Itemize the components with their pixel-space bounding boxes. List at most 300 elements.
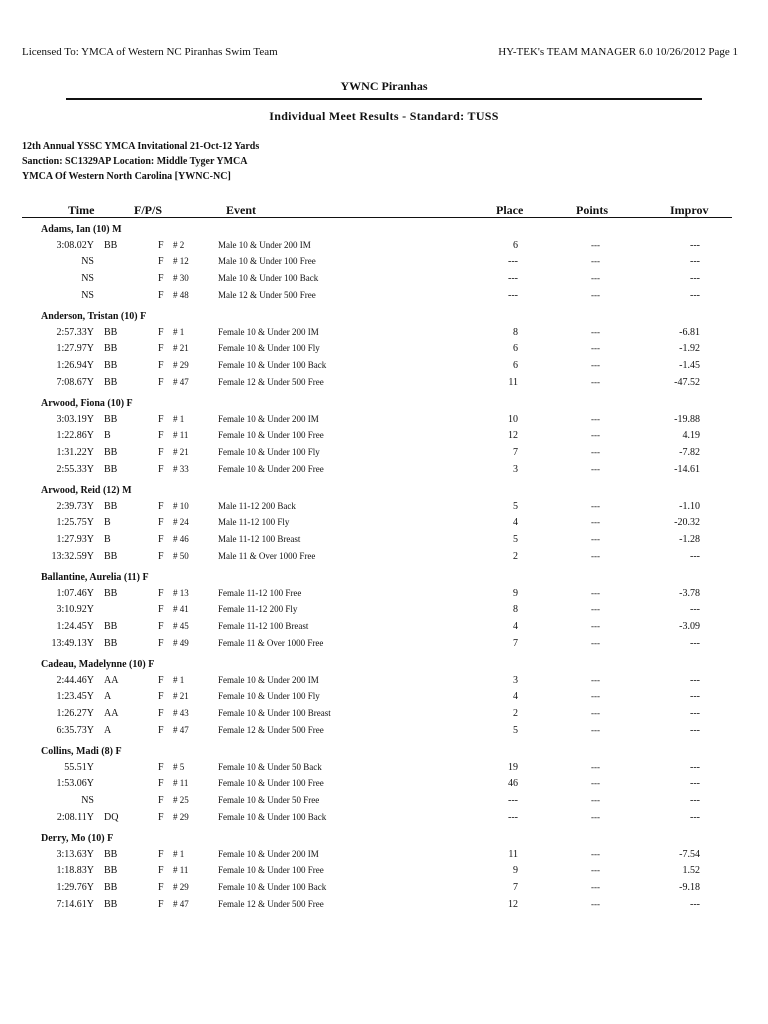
result-improv: -1.10 <box>679 501 700 512</box>
result-event-number: # 41 <box>173 604 189 614</box>
result-fps: F <box>158 675 164 686</box>
result-time: 1:07.46Y <box>56 588 94 599</box>
result-time: 3:03.19Y <box>56 414 94 425</box>
result-row <box>0 675 768 691</box>
result-place: 46 <box>508 778 518 789</box>
result-fps: F <box>158 343 164 354</box>
result-points: --- <box>591 290 600 300</box>
result-improv: -7.54 <box>679 849 700 860</box>
result-row <box>0 849 768 865</box>
result-time: 2:08.11Y <box>56 812 94 823</box>
col-header-time: Time <box>68 203 95 217</box>
result-fps: F <box>158 517 164 528</box>
result-time: 1:31.22Y <box>56 447 94 458</box>
result-event: Female 10 & Under 50 Free <box>218 795 320 805</box>
result-points: --- <box>591 414 600 424</box>
result-points: --- <box>591 273 600 283</box>
result-time: 1:26.94Y <box>56 360 94 371</box>
result-time: 55.51Y <box>64 762 94 773</box>
result-standard: BB <box>104 360 118 371</box>
result-event: Female 12 & Under 500 Free <box>218 377 324 387</box>
result-time: 3:08.02Y <box>56 240 94 251</box>
result-standard: BB <box>104 899 118 910</box>
result-time: 1:18.83Y <box>56 865 94 876</box>
result-event-number: # 30 <box>173 273 189 283</box>
result-row <box>0 762 768 778</box>
result-row <box>0 343 768 359</box>
result-time: 1:27.93Y <box>56 534 94 545</box>
result-event-number: # 13 <box>173 588 189 598</box>
result-event: Male 11-12 200 Back <box>218 501 296 511</box>
result-time: 2:39.73Y <box>56 501 94 512</box>
result-event-number: # 33 <box>173 464 189 474</box>
result-row <box>0 290 768 306</box>
result-improv: --- <box>690 604 700 615</box>
result-place: 5 <box>513 534 518 545</box>
result-standard: BB <box>104 849 118 860</box>
result-time: 1:29.76Y <box>56 882 94 893</box>
result-place: 4 <box>513 517 518 528</box>
result-improv: -7.82 <box>679 447 700 458</box>
result-event-number: # 24 <box>173 517 189 527</box>
result-event: Female 11 & Over 1000 Free <box>218 638 324 648</box>
result-standard: DQ <box>104 812 119 823</box>
result-improv: --- <box>690 691 700 702</box>
result-event: Female 10 & Under 100 Fly <box>218 691 320 701</box>
result-points: --- <box>591 501 600 511</box>
col-header-place: Place <box>496 203 524 217</box>
result-event: Male 10 & Under 200 IM <box>218 240 311 250</box>
result-time: 1:26.27Y <box>56 708 94 719</box>
result-standard: BB <box>104 414 118 425</box>
result-event: Female 10 & Under 200 IM <box>218 327 319 337</box>
result-event: Female 10 & Under 50 Back <box>218 762 322 772</box>
result-points: --- <box>591 778 600 788</box>
result-standard: B <box>104 534 111 545</box>
result-standard: B <box>104 517 111 528</box>
result-place: 7 <box>513 638 518 649</box>
result-row <box>0 414 768 430</box>
result-fps: F <box>158 273 164 284</box>
result-place: 8 <box>513 604 518 615</box>
result-time: 13:32.59Y <box>51 551 94 562</box>
result-points: --- <box>591 517 600 527</box>
result-improv: --- <box>690 256 700 267</box>
result-event: Female 11-12 100 Free <box>218 588 302 598</box>
result-event: Male 12 & Under 500 Free <box>218 290 316 300</box>
result-fps: F <box>158 447 164 458</box>
result-event: Male 11-12 100 Fly <box>218 517 290 527</box>
result-standard: BB <box>104 621 118 632</box>
result-event-number: # 21 <box>173 343 189 353</box>
col-header-event: Event <box>226 203 256 217</box>
result-event-number: # 47 <box>173 899 189 909</box>
result-improv: --- <box>690 778 700 789</box>
result-improv: --- <box>690 725 700 736</box>
result-fps: F <box>158 812 164 823</box>
result-improv: 1.52 <box>682 865 700 876</box>
result-event-number: # 49 <box>173 638 189 648</box>
result-event: Female 10 & Under 100 Free <box>218 778 324 788</box>
result-fps: F <box>158 414 164 425</box>
swimmer-name: Arwood, Fiona (10) F <box>41 398 133 409</box>
result-row <box>0 256 768 272</box>
result-event: Female 10 & Under 100 Free <box>218 865 324 875</box>
swimmer-name: Anderson, Tristan (10) F <box>41 311 147 322</box>
result-place: 4 <box>513 691 518 702</box>
result-event: Female 11-12 200 Fly <box>218 604 298 614</box>
result-event: Female 10 & Under 200 IM <box>218 675 319 685</box>
result-points: --- <box>591 343 600 353</box>
result-place: 10 <box>508 414 518 425</box>
result-place: 9 <box>513 865 518 876</box>
result-points: --- <box>591 327 600 337</box>
result-fps: F <box>158 865 164 876</box>
result-fps: F <box>158 290 164 301</box>
result-event: Female 10 & Under 100 Fly <box>218 447 320 457</box>
result-points: --- <box>591 447 600 457</box>
result-time: 6:35.73Y <box>56 725 94 736</box>
result-fps: F <box>158 534 164 545</box>
result-fps: F <box>158 327 164 338</box>
result-standard: BB <box>104 377 118 388</box>
result-standard: BB <box>104 588 118 599</box>
result-event: Female 12 & Under 500 Free <box>218 899 324 909</box>
result-standard: B <box>104 430 111 441</box>
result-event: Female 10 & Under 200 IM <box>218 849 319 859</box>
result-points: --- <box>591 762 600 772</box>
result-event-number: # 11 <box>173 430 189 440</box>
result-standard: BB <box>104 447 118 458</box>
result-row <box>0 327 768 343</box>
result-event: Female 10 & Under 100 Back <box>218 360 327 370</box>
result-fps: F <box>158 430 164 441</box>
software-line: HY-TEK's TEAM MANAGER 6.0 10/26/2012 Page 1 <box>498 46 738 58</box>
result-event: Female 10 & Under 100 Breast <box>218 708 331 718</box>
meet-info-line2: Sanction: SC1329AP Location: Middle Tyger YMCA <box>22 156 248 167</box>
result-fps: F <box>158 708 164 719</box>
result-row <box>0 899 768 915</box>
result-row <box>0 464 768 480</box>
team-name: YWNC Piranhas <box>340 79 428 93</box>
result-time: 1:22.86Y <box>56 430 94 441</box>
result-event-number: # 45 <box>173 621 189 631</box>
result-points: --- <box>591 812 600 822</box>
result-points: --- <box>591 725 600 735</box>
result-event-number: # 5 <box>173 762 185 772</box>
result-fps: F <box>158 604 164 615</box>
result-improv: -6.81 <box>679 327 700 338</box>
result-time: NS <box>81 273 94 284</box>
result-standard: BB <box>104 865 118 876</box>
result-points: --- <box>591 256 600 266</box>
result-event-number: # 46 <box>173 534 189 544</box>
result-points: --- <box>591 240 600 250</box>
result-standard: BB <box>104 327 118 338</box>
result-place: 2 <box>513 708 518 719</box>
result-points: --- <box>591 899 600 909</box>
result-time: 1:25.75Y <box>56 517 94 528</box>
result-event: Female 10 & Under 200 Free <box>218 464 324 474</box>
result-fps: F <box>158 849 164 860</box>
result-points: --- <box>591 360 600 370</box>
result-fps: F <box>158 638 164 649</box>
swimmer-name: Adams, Ian (10) M <box>41 224 122 235</box>
result-standard: AA <box>104 708 119 719</box>
result-event: Female 10 & Under 100 Free <box>218 430 324 440</box>
result-improv: --- <box>690 290 700 301</box>
result-standard: AA <box>104 675 119 686</box>
result-place: --- <box>508 256 518 267</box>
result-points: --- <box>591 865 600 875</box>
result-event: Male 10 & Under 100 Back <box>218 273 319 283</box>
result-points: --- <box>591 849 600 859</box>
result-time: 13:49.13Y <box>51 638 94 649</box>
result-points: --- <box>591 691 600 701</box>
license-line: Licensed To: YMCA of Western NC Piranhas Swim Team <box>22 46 278 58</box>
result-event-number: # 12 <box>173 256 189 266</box>
result-event: Female 10 & Under 100 Back <box>218 882 327 892</box>
meet-info-line3: YMCA Of Western North Carolina [YWNC-NC] <box>22 171 231 182</box>
result-standard: BB <box>104 638 118 649</box>
result-points: --- <box>591 604 600 614</box>
result-time: 3:13.63Y <box>56 849 94 860</box>
title-divider <box>66 98 702 100</box>
result-row <box>0 517 768 533</box>
result-row <box>0 377 768 393</box>
result-place: --- <box>508 273 518 284</box>
result-place: 12 <box>508 899 518 910</box>
result-row <box>0 638 768 654</box>
result-points: --- <box>591 588 600 598</box>
result-points: --- <box>591 464 600 474</box>
result-improv: -3.78 <box>679 588 700 599</box>
result-fps: F <box>158 256 164 267</box>
result-time: 2:57.33Y <box>56 327 94 338</box>
result-event-number: # 43 <box>173 708 189 718</box>
result-place: --- <box>508 290 518 301</box>
result-event-number: # 11 <box>173 778 189 788</box>
result-fps: F <box>158 691 164 702</box>
result-time: NS <box>81 256 94 267</box>
swimmer-name: Cadeau, Madelynne (10) F <box>41 659 155 670</box>
result-row <box>0 501 768 517</box>
result-event: Female 12 & Under 500 Free <box>218 725 324 735</box>
result-event-number: # 21 <box>173 447 189 457</box>
result-place: 7 <box>513 447 518 458</box>
result-row <box>0 604 768 620</box>
result-improv: --- <box>690 675 700 686</box>
result-place: 8 <box>513 327 518 338</box>
result-row <box>0 447 768 463</box>
result-points: --- <box>591 621 600 631</box>
result-event: Male 11 & Over 1000 Free <box>218 551 316 561</box>
result-row <box>0 621 768 637</box>
result-fps: F <box>158 882 164 893</box>
result-fps: F <box>158 725 164 736</box>
result-place: 12 <box>508 430 518 441</box>
result-event-number: # 25 <box>173 795 189 805</box>
result-improv: 4.19 <box>682 430 700 441</box>
result-place: 11 <box>508 849 518 860</box>
result-row <box>0 778 768 794</box>
result-row <box>0 708 768 724</box>
result-standard: BB <box>104 551 118 562</box>
result-time: 7:08.67Y <box>56 377 94 388</box>
result-fps: F <box>158 377 164 388</box>
result-event: Male 11-12 100 Breast <box>218 534 301 544</box>
result-standard: BB <box>104 464 118 475</box>
result-event: Female 10 & Under 100 Back <box>218 812 327 822</box>
result-improv: -14.61 <box>674 464 700 475</box>
result-time: 7:14.61Y <box>56 899 94 910</box>
result-standard: A <box>104 725 112 736</box>
result-points: --- <box>591 795 600 805</box>
col-header-points: Points <box>576 203 609 217</box>
result-row <box>0 865 768 881</box>
result-event-number: # 1 <box>173 414 185 424</box>
result-fps: F <box>158 795 164 806</box>
result-improv: --- <box>690 240 700 251</box>
result-points: --- <box>591 377 600 387</box>
result-improv: --- <box>690 708 700 719</box>
result-points: --- <box>591 534 600 544</box>
result-event: Female 11-12 100 Breast <box>218 621 309 631</box>
result-fps: F <box>158 762 164 773</box>
result-improv: --- <box>690 795 700 806</box>
result-improv: -3.09 <box>679 621 700 632</box>
result-event-number: # 29 <box>173 812 189 822</box>
result-fps: F <box>158 501 164 512</box>
result-row <box>0 534 768 550</box>
result-fps: F <box>158 621 164 632</box>
result-improv: --- <box>690 273 700 284</box>
result-place: 9 <box>513 588 518 599</box>
result-row <box>0 240 768 256</box>
result-time: 1:53.06Y <box>56 778 94 789</box>
result-fps: F <box>158 551 164 562</box>
result-place: 2 <box>513 551 518 562</box>
result-improv: -1.28 <box>679 534 700 545</box>
result-place: 6 <box>513 360 518 371</box>
result-points: --- <box>591 675 600 685</box>
result-event-number: # 10 <box>173 501 189 511</box>
result-standard: BB <box>104 501 118 512</box>
result-improv: --- <box>690 899 700 910</box>
result-place: 6 <box>513 343 518 354</box>
meet-info-line1: 12th Annual YSSC YMCA Invitational 21-Oct-12 Yards <box>22 141 260 152</box>
result-improv: -20.32 <box>674 517 700 528</box>
result-event: Male 10 & Under 100 Free <box>218 256 316 266</box>
result-place: --- <box>508 795 518 806</box>
result-row <box>0 882 768 898</box>
result-event-number: # 29 <box>173 882 189 892</box>
result-event: Female 10 & Under 100 Fly <box>218 343 320 353</box>
result-fps: F <box>158 464 164 475</box>
result-place: 5 <box>513 725 518 736</box>
result-place: 3 <box>513 464 518 475</box>
result-time: 2:44.46Y <box>56 675 94 686</box>
result-points: --- <box>591 551 600 561</box>
result-improv: -9.18 <box>679 882 700 893</box>
result-event-number: # 2 <box>173 240 185 250</box>
result-improv: --- <box>690 812 700 823</box>
result-standard: BB <box>104 240 118 251</box>
result-place: 5 <box>513 501 518 512</box>
result-place: 19 <box>508 762 518 773</box>
result-place: 4 <box>513 621 518 632</box>
result-improv: -1.92 <box>679 343 700 354</box>
report-title: Individual Meet Results - Standard: TUSS <box>269 109 499 123</box>
result-place: 6 <box>513 240 518 251</box>
result-event-number: # 1 <box>173 849 185 859</box>
header-divider <box>22 217 732 218</box>
result-improv: --- <box>690 762 700 773</box>
result-standard: BB <box>104 882 118 893</box>
result-points: --- <box>591 638 600 648</box>
result-fps: F <box>158 360 164 371</box>
result-event-number: # 48 <box>173 290 189 300</box>
result-event-number: # 47 <box>173 377 189 387</box>
result-row <box>0 812 768 828</box>
swimmer-name: Arwood, Reid (12) M <box>41 485 132 496</box>
result-fps: F <box>158 240 164 251</box>
result-fps: F <box>158 588 164 599</box>
result-event-number: # 50 <box>173 551 189 561</box>
swimmer-name: Collins, Madi (8) F <box>41 746 122 757</box>
result-event-number: # 21 <box>173 691 189 701</box>
result-row <box>0 551 768 567</box>
swimmer-name: Ballantine, Aurelia (11) F <box>41 572 149 583</box>
result-time: 2:55.33Y <box>56 464 94 475</box>
result-standard: A <box>104 691 112 702</box>
result-row <box>0 691 768 707</box>
result-row <box>0 273 768 289</box>
result-time: 1:27.97Y <box>56 343 94 354</box>
result-improv: -19.88 <box>674 414 700 425</box>
result-event-number: # 11 <box>173 865 189 875</box>
result-points: --- <box>591 430 600 440</box>
result-row <box>0 588 768 604</box>
result-fps: F <box>158 899 164 910</box>
result-fps: F <box>158 778 164 789</box>
result-event-number: # 1 <box>173 675 185 685</box>
result-place: 3 <box>513 675 518 686</box>
result-standard: BB <box>104 343 118 354</box>
swimmer-name: Derry, Mo (10) F <box>41 833 114 844</box>
result-improv: --- <box>690 638 700 649</box>
result-row <box>0 795 768 811</box>
result-improv: -1.45 <box>679 360 700 371</box>
result-points: --- <box>591 882 600 892</box>
result-event-number: # 1 <box>173 327 185 337</box>
result-improv: -47.52 <box>674 377 700 388</box>
result-points: --- <box>591 708 600 718</box>
result-row <box>0 430 768 446</box>
col-header-fps: F/P/S <box>134 203 163 217</box>
result-place: --- <box>508 812 518 823</box>
result-time: NS <box>81 290 94 301</box>
result-time: 1:24.45Y <box>56 621 94 632</box>
result-event: Female 10 & Under 200 IM <box>218 414 319 424</box>
result-improv: --- <box>690 551 700 562</box>
result-row <box>0 360 768 376</box>
result-place: 11 <box>508 377 518 388</box>
result-place: 7 <box>513 882 518 893</box>
result-row <box>0 725 768 741</box>
result-time: 1:23.45Y <box>56 691 94 702</box>
result-event-number: # 47 <box>173 725 189 735</box>
